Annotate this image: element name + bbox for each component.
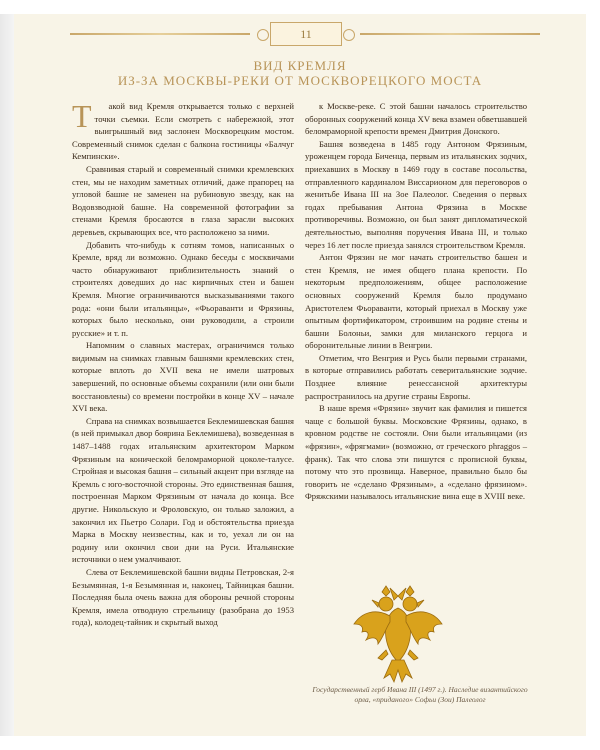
double-headed-eagle-icon: [348, 578, 448, 688]
paragraph: к Москве-реке. С этой башни началось строительство оборонных сооружений конца XV века взамен обветшавшей беломраморной крепости времен Дмитрия Донского.: [305, 101, 527, 137]
drop-cap: Т: [72, 98, 92, 134]
paragraph: Напомним о славных мастерах, ограничимся только видимым на снимках главным башнями кремлевских стен, которые вплоть до XVII века не имели шатровых завершений, по основные объемы сохранили (или они были восстановлены) со времени постройки в конце XV – начале XVI века.: [72, 340, 294, 414]
paragraph: Отметим, что Венгрия и Русь были первыми странами, в которые отправились работать северитальянские зодчие. Позднее влияние ренессансной архитектуры распространилось на другие страны Европы.: [305, 352, 527, 401]
title-line-2: ИЗ-ЗА МОСКВЫ-РЕКИ ОТ МОСКВОРЕЦКОГО МОСТА: [117, 73, 483, 88]
text-column-left: [72, 100, 294, 629]
paragraph: Башня возведена в 1485 году Антоном Фрязиным, уроженцем города Биченца, первым из итальянских зодчих, приехавших в Москву в 1469 году в составе посольства, отправленного кардиналом Виссарионом для переговоров о женитьбе Ивана III на Зое Палеолог. Сведения о первых годах пребывания Антона Фрязина в Москве противоречивы. Возможно, он был занят дипломатической деятельностью, выполняя поручения Ивана III, и только через 16 лет после приезда занялся строительством Кремля.: [305, 138, 527, 250]
title-line-1: ВИД КРЕМЛЯ: [253, 58, 347, 73]
top-margin: [0, 0, 600, 14]
paragraph: Слева от Беклемишевской башни видны Петровская, 2-я Безымянная, 1-я Безымянная и, наконец, Тайницкая башни. Последняя была очень важна для обороны речной стороны Кремля, имела отводную стрельницу (разобрана до 1953 года), колодец-тайник и скрытый выход: [72, 566, 294, 628]
header-rule-left: [70, 33, 250, 35]
page-edge: [0, 14, 14, 736]
paragraph: В наше время «Фрязин» звучит как фамилия и пишется чаще с большой буквы. Московские Фрязины, однако, в кровном родстве не состояли. Они были итальянцами (из «фрязин», «фрягмами» (возможно, от греческого phraggos – франк). Так что слова эти пишутся с прописной буквы, потому что это прозвища. Наверное, правильно было бы говорить не «сделано Фрязиным», а «сделано фрязином». Фряжскими называлось итальянские вина еще в XVIII веке.: [305, 403, 527, 502]
paragraph: Сравнивая старый и современный снимки кремлевских стен, мы не находим заметных отличий, даже прапорец на угловой башне не заменен на рубиновую звезду, как на Водовзводной башне. На современной фотографии за стенами Кремля бросаются в глаза зарасли высоких деревьев, скрывающих все, что расположено за ними.: [72, 163, 294, 237]
emblem-caption: Государственный герб Ивана III (1497 г.). Наследие византийского орла, «приданого» Софьи (Зои) Палеолог: [312, 685, 528, 704]
paragraph: Т акой вид Кремля открывается только с верхней точки съемки. Если смотреть с набережной, этот выигрышный вид заслонен Москворецким мостом. Современный снимок сделан с балкона гостиницы «Балчуг Кемпински».: [72, 100, 294, 163]
paragraph: Антон Фрязин не мог начать строительство башен и стен Кремля, не имея общего плана крепости. По некоторым предположениям, общее расположение основных сооружений Кремля было продумано Аристотелем Фьораванти, который приехал в Москву уже опытным фортификатором, строившим на родине стены и башни Болоньи, замки для миланского герцога и оборонительные линии в Венгрии.: [305, 252, 527, 351]
page-number: 11: [270, 22, 342, 46]
header-rule-right: [360, 33, 540, 35]
text-column-right: [305, 100, 527, 503]
paragraph: Добавить что-нибудь к сотням томов, написанных о Кремле, вряд ли возможно. Однако беседы с москвичами часто обнаруживают приблизительность знаний о строителях доведших до нас кирпичных стен и башен Кремля. Многие ограничиваются высказываниями такого рода: «они были итальянцы», «Фьораванти и Фрязины, которых было несколько, они руководили, а строили русские» и т. п.: [72, 239, 294, 338]
page-title: [0, 58, 600, 88]
paragraph: Справа на снимках возвышается Беклемишевская башня (в ней примыкал двор боярина Беклемишева), возведенная в 1487–1488 годах итальянским архитектором Марком Фрязиным на конической беломраморной цоколе-талусе. Стройная и высокая башня – сильный акцент при взгляде на Кремль с юго-восточной стороны. Это единственная башня, построенная Марком Фрязиным от начала до конца. Все другие. Никольскую и Фроловскую, он только заложил, а закончил их Пьетро Солари. Год и обстоятельства приезда Марка в Москву неизвестны, как и то, уехал ли он на родину или окончил свои дни на Руси. Итальянские источники о нем умалчивают.: [72, 415, 294, 565]
page-header: [70, 22, 540, 46]
